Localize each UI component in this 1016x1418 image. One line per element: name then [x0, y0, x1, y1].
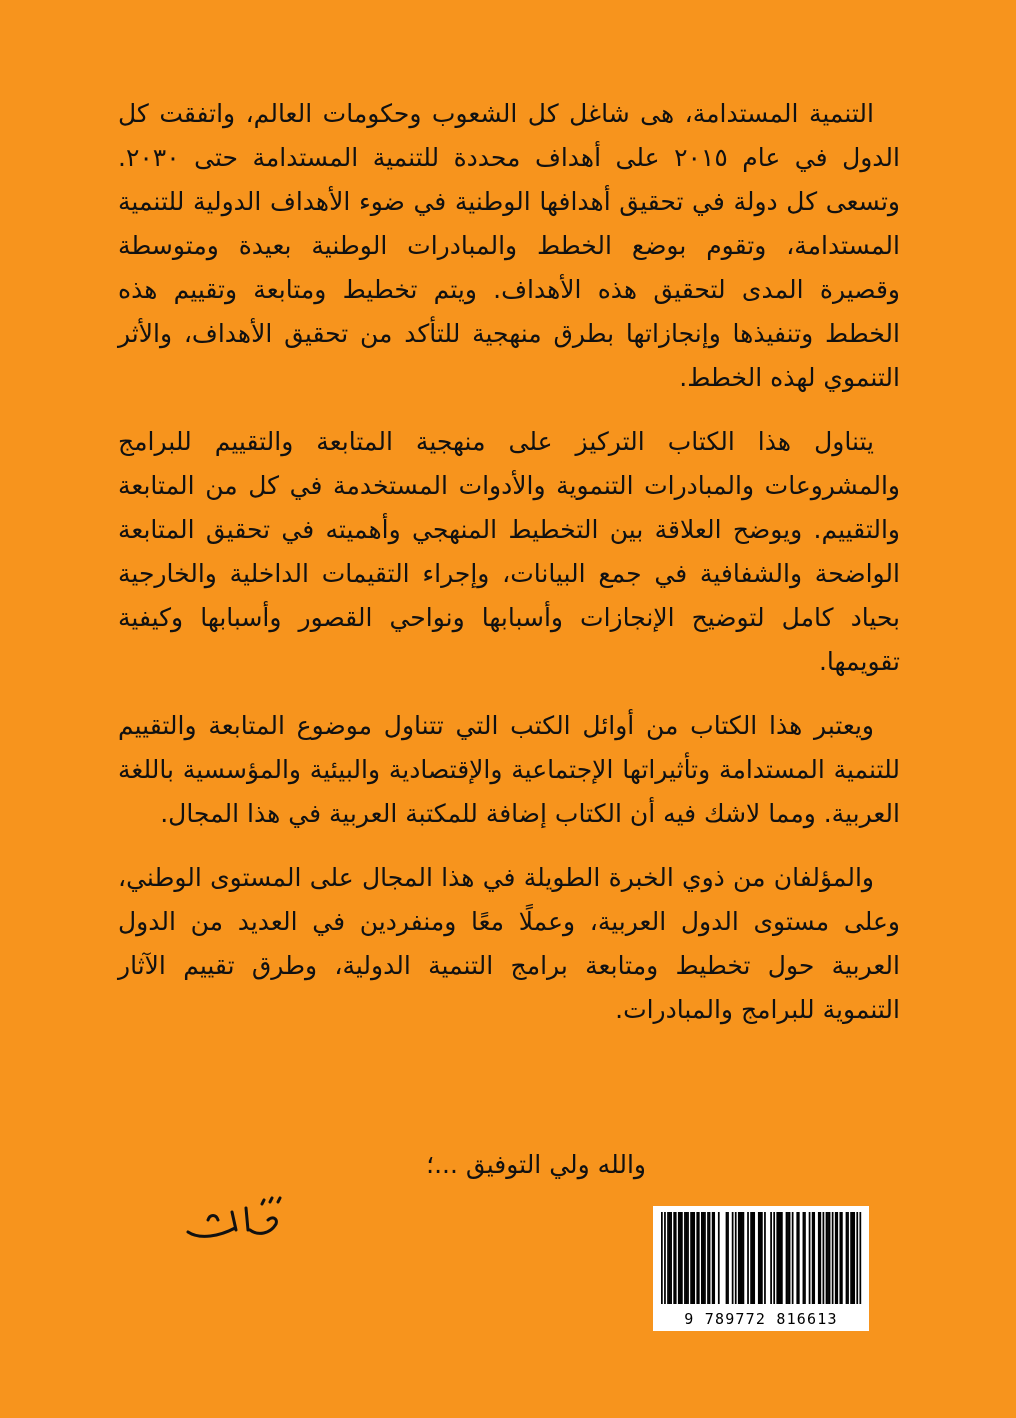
- blurb-text: [118, 92, 900, 1052]
- barcode-bar: [692, 1212, 694, 1304]
- isbn-barcode: [653, 1206, 869, 1331]
- barcode-bar: [696, 1212, 698, 1304]
- barcode-bar: [681, 1212, 683, 1304]
- closing-line: والله ولي التوفيق ...؛: [426, 1150, 646, 1179]
- barcode-bar: [718, 1212, 720, 1304]
- barcode-bar: [798, 1212, 800, 1304]
- barcode-bar: [839, 1212, 841, 1304]
- barcode-bar: [792, 1212, 794, 1304]
- barcode-bar: [704, 1212, 706, 1304]
- barcode-bar: [764, 1212, 766, 1304]
- barcode-bar: [701, 1212, 703, 1304]
- barcode-bar: [847, 1212, 849, 1304]
- barcode-bar: [761, 1212, 763, 1304]
- barcode-bar: [698, 1212, 700, 1304]
- barcode-bar: [789, 1212, 791, 1304]
- barcode-bar: [686, 1212, 688, 1304]
- barcode-bar: [829, 1212, 831, 1304]
- barcode-bar: [803, 1212, 805, 1304]
- signature-icon: [180, 1190, 290, 1250]
- barcode-bar: [826, 1212, 828, 1304]
- paragraph-1: التنمية المستدامة، هى شاغل كل الشعوب وحكومات العالم، واتفقت كل الدول في عام ٢٠١٥ على أهداف محددة للتنمية المستدامة حتى ٢٠٣٠. وتسعى كل دولة في تحقيق أهدافها الوطنية في ضوء الأهداف الدولية للتنمية المستدامة، وتقوم بوضع الخطط والمبادرات الوطنية بعيدة ومتوسطة وقصيرة المدى لتحقيق هذه الأهداف. ويتم تخطيط ومتابعة وتقييم هذه الخطط وتنفيذها وإنجازاتها بطرق منهجية للتأكد من تحقيق الأهداف، والأثر التنموي لهذه الخطط.: [118, 99, 900, 392]
- barcode-bar: [670, 1212, 672, 1304]
- barcode-bar: [796, 1212, 798, 1304]
- barcode-bar: [678, 1212, 680, 1304]
- barcode-bar: [770, 1212, 772, 1304]
- barcode-bar: [753, 1212, 755, 1304]
- barcode-bar: [832, 1212, 834, 1304]
- barcode-bar: [709, 1212, 711, 1304]
- barcode-bar: [819, 1212, 821, 1304]
- barcode-bar: [812, 1212, 814, 1304]
- barcode-bar: [713, 1212, 715, 1304]
- barcode-digits: 9 789772 816613: [684, 1310, 838, 1328]
- barcode-bar: [813, 1212, 815, 1304]
- paragraph-3: ويعتبر هذا الكتاب من أوائل الكتب التي تتناول موضوع المتابعة والتقييم للتنمية المستدامة وتأثيراتها الإجتماعية والإقتصادية والبيئية والمؤسسية باللغة العربية. ومما لاشك فيه أن الكتاب إضافة للمكتبة العربية في هذا المجال.: [118, 711, 900, 828]
- barcode-bar: [818, 1212, 820, 1304]
- barcode-bar: [781, 1212, 783, 1304]
- barcode-bar: [690, 1212, 692, 1304]
- barcode-bar: [752, 1212, 754, 1304]
- barcode-bar: [773, 1212, 775, 1304]
- barcode-bar: [776, 1212, 778, 1304]
- barcode-bar: [747, 1212, 749, 1304]
- barcode-bar: [859, 1212, 861, 1304]
- barcode-bar: [726, 1212, 728, 1304]
- barcode-bar: [786, 1212, 788, 1304]
- barcode-bar: [778, 1212, 780, 1304]
- barcode-bar: [804, 1212, 806, 1304]
- barcode-bar: [732, 1212, 734, 1304]
- barcode-bar: [664, 1212, 666, 1304]
- barcode-bar: [738, 1212, 740, 1304]
- barcode-bar: [739, 1212, 741, 1304]
- barcode-bar: [787, 1212, 789, 1304]
- barcode-bar: [712, 1212, 714, 1304]
- barcode-bar: [661, 1212, 663, 1304]
- barcode-bar: [687, 1212, 689, 1304]
- barcode-bar: [669, 1212, 671, 1304]
- barcode-bar: [758, 1212, 760, 1304]
- publisher-signature: [180, 1190, 290, 1250]
- barcode-bar: [759, 1212, 761, 1304]
- barcode-bar: [673, 1212, 675, 1304]
- barcode-bar: [856, 1212, 858, 1304]
- barcode-bar: [703, 1212, 705, 1304]
- barcode-bars: [653, 1206, 869, 1311]
- paragraph-4: والمؤلفان من ذوي الخبرة الطويلة في هذا المجال على المستوى الوطني، وعلى مستوى الدول العربية، وعملًا معًا ومنفردين في العديد من الدول العربية حول تخطيط ومتابعة برامج التنمية الدولية، وطرق تقييم الآثار التنموية للبرامج والمبادرات.: [118, 863, 900, 1024]
- barcode-bar: [827, 1212, 829, 1304]
- barcode-bar: [836, 1212, 838, 1304]
- barcode-bar: [679, 1212, 681, 1304]
- barcode-bar: [846, 1212, 848, 1304]
- barcode-bar: [850, 1212, 852, 1304]
- barcode-bar: [684, 1212, 686, 1304]
- barcode-bar: [741, 1212, 743, 1304]
- barcode-bar: [667, 1212, 669, 1304]
- paragraph-2: يتناول هذا الكتاب التركيز على منهجية المتابعة والتقييم للبرامج والمشروعات والمبادرات التنموية والأدوات المستخدمة في كل من المتابعة والتقييم. ويوضح العلاقة بين التخطيط المنهجي وأهميته في تحقيق المتابعة الواضحة والشفافية في جمع البيانات، وإجراء التقيمات الداخلية والخارجية بحياد كامل لتوضيح الإنجازات وأسبابها ونواحي القصور وأسبابها وكيفية تقويمها.: [118, 427, 900, 676]
- barcode-bar: [750, 1212, 752, 1304]
- barcode-bar: [779, 1212, 781, 1304]
- barcode-bar: [852, 1212, 854, 1304]
- barcode-bar: [675, 1212, 677, 1304]
- barcode-bar: [835, 1212, 837, 1304]
- barcode-bar: [853, 1212, 855, 1304]
- barcode-bar: [823, 1212, 825, 1304]
- barcode-bar: [707, 1212, 709, 1304]
- barcode-bar: [735, 1212, 737, 1304]
- barcode-bar: [743, 1212, 745, 1304]
- barcode-bar: [693, 1212, 695, 1304]
- barcode-bar: [727, 1212, 729, 1304]
- barcode-bar: [809, 1212, 811, 1304]
- barcode-bar: [841, 1212, 843, 1304]
